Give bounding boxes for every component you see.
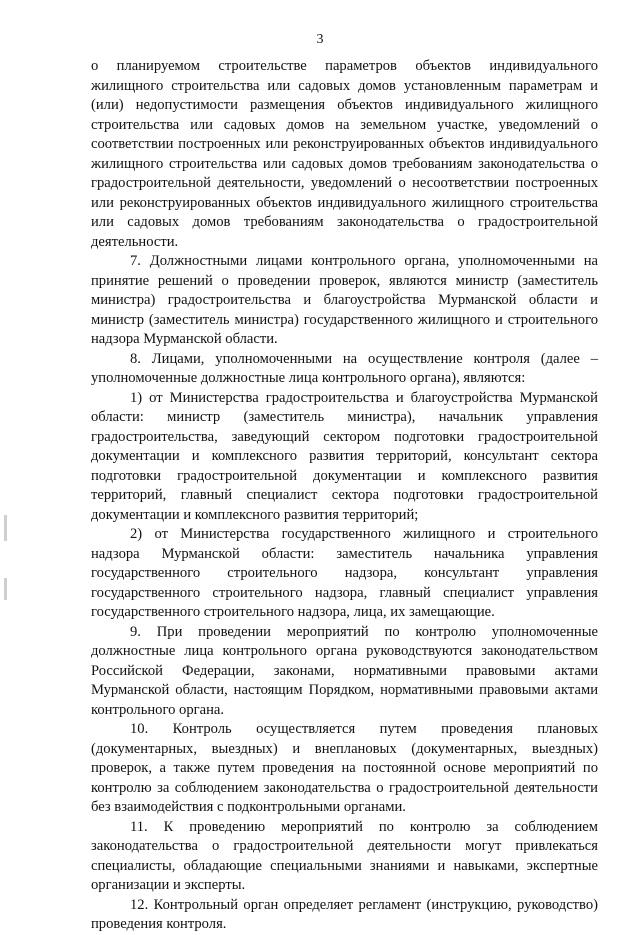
paragraph-item-10: 10. Контроль осуществляется путем проведения плановых (документарных, выездных) и внеплановых (документарных, выездных) проверок, а также путем проведения на постоянной основе мероприятий по контролю за соблюдением законодательства о градостроительной деятельности без взаимодействия с подконтрольными органами.	[91, 721, 598, 815]
left-margin-mark-top	[4, 515, 7, 541]
paragraph-item-12: 12. Контрольный орган определяет регламент (инструкцию, руководство) проведения контроля.	[91, 896, 598, 932]
paragraph-item-9: 9. При проведении мероприятий по контролю уполномоченные должностные лица контрольного органа руководствуются законодательством Российской Федерации, законами, нормативными правовыми актами Мурманской области, настоящим Порядком, нормативными правовыми актами контрольного органа.	[91, 623, 598, 718]
left-margin-mark-bottom	[4, 578, 7, 600]
paragraph-item-11: 11. К проведению мероприятий по контролю за соблюдением законодательства о градостроительной деятельности могут привлекаться специалисты, обладающие специальными знаниями и навыками, экспертные организации и эксперты.	[91, 818, 598, 893]
paragraph-item-8-1: 1) от Министерства градостроительства и благоустройства Мурманской области: министр (заместитель министра), начальник управления градостроительства, заведующий сектором подготовки градостроительной документации и комплексного развития территорий, консультант сектора подготовки градостроительной документации и комплексного развития территорий, главный специалист сектора подготовки градостроительной документации и комплексного развития территорий;	[91, 389, 598, 523]
page-number: 3	[316, 32, 324, 47]
paragraph-item-8-2: 2) от Министерства государственного жилищного и строительного надзора Мурманской области: заместитель начальника управления государственного строительного надзора, консультант управления государственного строительного надзора, главный специалист управления государственного строительного надзора, лица, их замещающие.	[91, 526, 598, 620]
paragraph-item-7: 7. Должностными лицами контрольного органа, уполномоченными на принятие решений о проведении проверок, являются министр (заместитель министра) градостроительства и благоустройства Мурманской области и министр (заместитель министра) государственного жилищного и строительного надзора Мурманской области.	[91, 253, 598, 347]
paragraph-continuation: о планируемом строительстве параметров объектов индивидуального жилищного строительства или садовых домов установленным параметрам и (или) недопустимости размещения объектов индивидуального жилищного строительства или садовых домов на земельном участке, уведомлений о соответствии построенных или реконструированных объектов индивидуального жилищного строительства или садовых домов требованиям законодательства о градостроительной деятельности, уведомлений о несоответствии построенных или реконструированных объектов индивидуального жилищного строительства или садовых домов требованиям законодательства о градостроительной деятельности.	[91, 58, 598, 250]
document-body	[91, 57, 598, 935]
paragraph-item-8: 8. Лицами, уполномоченными на осуществление контроля (далее – уполномоченные должностные лица контрольного органа), являются:	[91, 350, 598, 386]
